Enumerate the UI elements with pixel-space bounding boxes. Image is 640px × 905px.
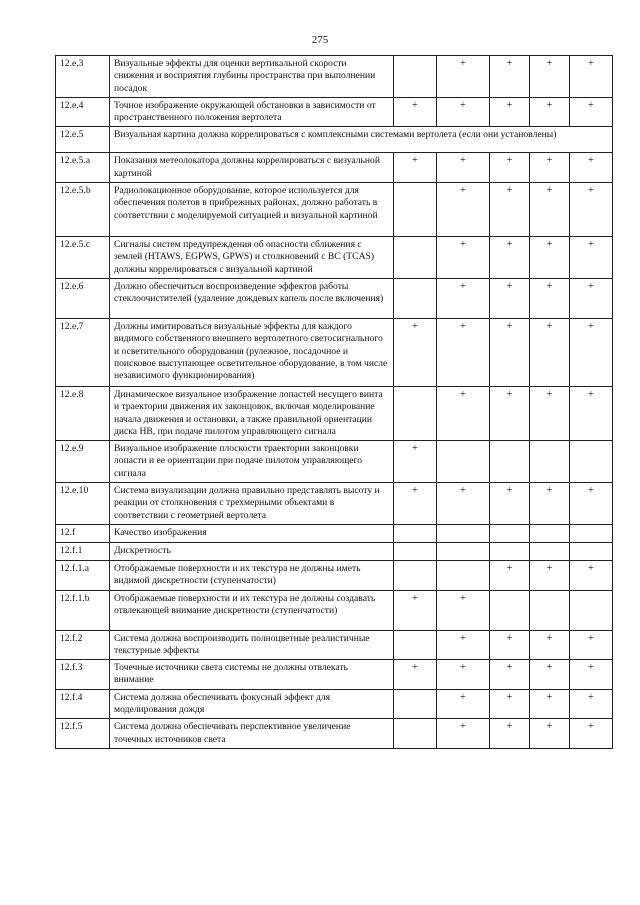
level-mark: +	[490, 56, 530, 98]
level-mark: +	[437, 56, 490, 98]
level-mark	[490, 441, 530, 483]
level-mark	[394, 183, 437, 237]
level-mark: +	[570, 560, 613, 590]
table-row	[56, 386, 613, 440]
level-mark: +	[490, 237, 530, 279]
level-mark: +	[570, 689, 613, 719]
page-number: 275	[311, 34, 329, 46]
table-row	[56, 560, 613, 590]
level-mark: +	[437, 590, 490, 630]
table-row	[56, 318, 613, 386]
level-mark: +	[530, 386, 570, 440]
level-mark	[394, 237, 437, 279]
item-description: Должны имитироваться визуальные эффекты для каждого видимого собственного внешнего вертолетного светосигнального и осветительного оборудования (рулежное, посадочное и поисковое выступающее осветительное оборудование, в том числе независимого функционирования)	[110, 318, 394, 386]
level-mark	[437, 542, 490, 560]
level-mark: +	[530, 689, 570, 719]
level-mark	[490, 590, 530, 630]
item-code: 12.f.3	[56, 660, 110, 690]
level-mark	[437, 441, 490, 483]
item-code: 12.e.5.c	[56, 237, 110, 279]
level-mark: +	[530, 56, 570, 98]
level-mark: +	[530, 719, 570, 749]
level-mark	[394, 719, 437, 749]
level-mark: +	[394, 590, 437, 630]
level-mark: +	[570, 719, 613, 749]
level-mark	[530, 542, 570, 560]
item-code: 12.e.5.b	[56, 183, 110, 237]
level-mark: +	[570, 237, 613, 279]
level-mark: +	[437, 689, 490, 719]
level-mark: +	[394, 153, 437, 183]
item-description: Дискретность	[110, 542, 394, 560]
level-mark: +	[570, 483, 613, 525]
level-mark	[394, 524, 437, 542]
item-code: 12.e.5.a	[56, 153, 110, 183]
level-mark: +	[570, 56, 613, 98]
item-code: 12.e.10	[56, 483, 110, 525]
level-mark	[394, 278, 437, 318]
item-description: Точное изображение окружающей обстановки в зависимости от пространственного положения вертолета	[110, 97, 394, 127]
level-mark: +	[490, 153, 530, 183]
item-description: Система должна обеспечивать фокусный эффект для моделирования дождя	[110, 689, 394, 719]
item-description: Отображаемые поверхности и их текстура не должны создавать отвлекающей внимание дискретности (ступенчатости)	[110, 590, 394, 630]
item-code: 12.e.8	[56, 386, 110, 440]
item-code: 12.f.1.b	[56, 590, 110, 630]
item-code: 12.e.5	[56, 127, 110, 153]
item-description: Система визуализации должна правильно представлять высоту и реакции от столкновения с трехмерными объектами в соответствии с геометрией вертолета	[110, 483, 394, 525]
level-mark: +	[530, 318, 570, 386]
level-mark: +	[394, 483, 437, 525]
level-mark: +	[437, 237, 490, 279]
level-mark: +	[530, 660, 570, 690]
item-description: Отображаемые поверхности и их текстура не должны иметь видимой дискретности (ступенчатости)	[110, 560, 394, 590]
level-mark	[394, 689, 437, 719]
level-mark: +	[437, 153, 490, 183]
level-mark: +	[437, 719, 490, 749]
level-mark	[394, 56, 437, 98]
table-row	[56, 630, 613, 660]
level-mark	[394, 630, 437, 660]
level-mark	[570, 590, 613, 630]
level-mark: +	[530, 630, 570, 660]
level-mark	[437, 560, 490, 590]
level-mark	[394, 386, 437, 440]
table-row	[56, 590, 613, 630]
item-code: 12.e.6	[56, 278, 110, 318]
level-mark: +	[437, 183, 490, 237]
item-description: Система должна воспроизводить полноцветные реалистичные текстурные эффекты	[110, 630, 394, 660]
level-mark: +	[490, 483, 530, 525]
item-code: 12.f	[56, 524, 110, 542]
level-mark: +	[437, 97, 490, 127]
item-code: 12.f.4	[56, 689, 110, 719]
table-row	[56, 542, 613, 560]
level-mark: +	[530, 560, 570, 590]
item-description: Качество изображения	[110, 524, 394, 542]
item-code: 12.e.7	[56, 318, 110, 386]
level-mark: +	[530, 97, 570, 127]
level-mark: +	[437, 278, 490, 318]
level-mark: +	[570, 153, 613, 183]
level-mark	[490, 524, 530, 542]
item-description: Показания метеолокатора должны коррелироваться с визуальной картиной	[110, 153, 394, 183]
level-mark	[394, 542, 437, 560]
table-row	[56, 56, 613, 98]
level-mark: +	[394, 97, 437, 127]
level-mark: +	[490, 278, 530, 318]
level-mark: +	[570, 183, 613, 237]
level-mark	[570, 441, 613, 483]
level-mark: +	[490, 386, 530, 440]
level-mark: +	[394, 441, 437, 483]
item-description: Сигналы систем предупреждения об опасности сближения с землей (HTAWS, EGPWS, GPWS) и столкновений с ВС (TCAS) должны коррелироваться с визуальной картиной	[110, 237, 394, 279]
item-code: 12.f.2	[56, 630, 110, 660]
item-code: 12.f.1.a	[56, 560, 110, 590]
level-mark: +	[570, 318, 613, 386]
table-row	[56, 719, 613, 749]
item-code: 12.f.1	[56, 542, 110, 560]
table-row	[56, 278, 613, 318]
level-mark: +	[570, 630, 613, 660]
requirements-table	[55, 55, 613, 749]
requirements-table-body	[56, 56, 613, 749]
level-mark: +	[490, 318, 530, 386]
level-mark: +	[437, 660, 490, 690]
level-mark	[394, 560, 437, 590]
level-mark: +	[490, 719, 530, 749]
level-mark: +	[437, 386, 490, 440]
table-row	[56, 689, 613, 719]
level-mark: +	[437, 318, 490, 386]
item-description: Точечные источники света системы не должны отвлекать внимание	[110, 660, 394, 690]
item-code: 12.e.4	[56, 97, 110, 127]
item-description: Система должна обеспечивать перспективное увеличение точечных источников света	[110, 719, 394, 749]
item-description: Визуальная картина должна коррелироваться с комплексными системами вертолета (если они установлены)	[110, 127, 613, 153]
item-code: 12.f.5	[56, 719, 110, 749]
table-row	[56, 127, 613, 153]
level-mark: +	[490, 630, 530, 660]
item-description: Динамическое визуальное изображение лопастей несущего винта и траектории движения их законцовок, включая моделирование начала движения и остановки, а также правильной ориентации диска НВ, при подаче пилотом управляющего сигнала	[110, 386, 394, 440]
item-description: Должно обеспечиться воспроизведение эффектов работы стеклоочистителей (удаление дождевых капель после включения)	[110, 278, 394, 318]
item-description: Визуальные эффекты для оценки вертикальной скорости снижения и восприятия глубины пространства при выполнении посадок	[110, 56, 394, 98]
level-mark	[530, 524, 570, 542]
level-mark	[530, 590, 570, 630]
level-mark	[437, 524, 490, 542]
level-mark: +	[570, 278, 613, 318]
table-row	[56, 97, 613, 127]
level-mark: +	[530, 483, 570, 525]
table-row	[56, 524, 613, 542]
level-mark: +	[437, 630, 490, 660]
level-mark: +	[530, 153, 570, 183]
level-mark: +	[437, 483, 490, 525]
level-mark: +	[490, 560, 530, 590]
level-mark: +	[490, 689, 530, 719]
level-mark: +	[570, 660, 613, 690]
table-row	[56, 153, 613, 183]
level-mark: +	[570, 97, 613, 127]
table-row	[56, 483, 613, 525]
level-mark: +	[490, 660, 530, 690]
level-mark	[570, 524, 613, 542]
table-row	[56, 660, 613, 690]
table-row	[56, 183, 613, 237]
level-mark: +	[530, 183, 570, 237]
level-mark: +	[394, 660, 437, 690]
level-mark: +	[490, 183, 530, 237]
item-code: 12.e.9	[56, 441, 110, 483]
level-mark	[490, 542, 530, 560]
level-mark: +	[394, 318, 437, 386]
level-mark: +	[570, 386, 613, 440]
level-mark: +	[530, 237, 570, 279]
item-code: 12.e.3	[56, 56, 110, 98]
item-description: Радиолокационное оборудование, которое используется для обеспечения полетов в прибрежных районах, должно работать в соответствии с моделируемой ситуацией и визуальной картиной	[110, 183, 394, 237]
level-mark	[570, 542, 613, 560]
level-mark: +	[490, 97, 530, 127]
item-description: Визуальное изображение плоскости траектории законцовки лопасти и ее ориентации при подаче пилотом управляющего сигнала	[110, 441, 394, 483]
level-mark: +	[530, 278, 570, 318]
table-row	[56, 237, 613, 279]
level-mark	[530, 441, 570, 483]
table-row	[56, 441, 613, 483]
